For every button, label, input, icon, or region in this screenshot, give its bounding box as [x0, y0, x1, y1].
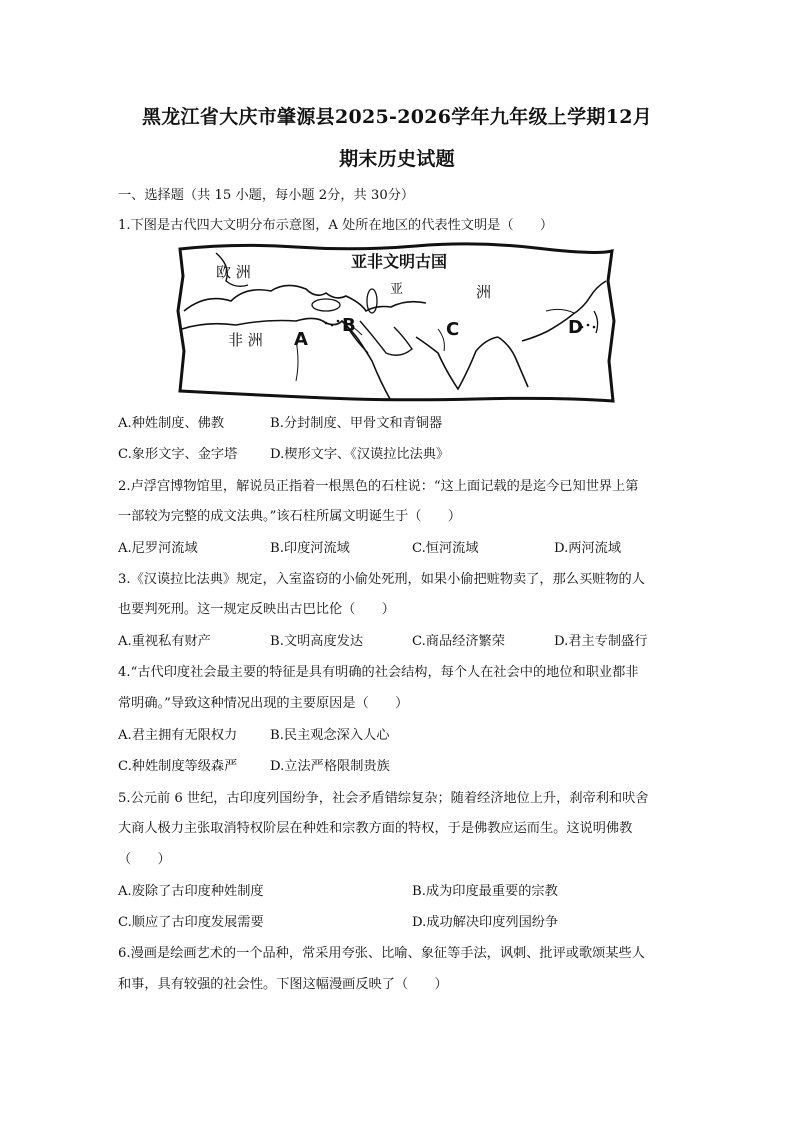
q5-option-b: B.成为印度最重要的宗教 [412, 884, 558, 899]
label-asia-2: 洲 [476, 283, 492, 301]
label-a: A [294, 329, 308, 350]
label-africa: 非 洲 [228, 331, 263, 349]
q2-option-a: A.尼罗河流域 [118, 541, 198, 556]
q1-option-a: A.种姓制度、佛教 [118, 416, 225, 431]
label-c: C [446, 319, 460, 340]
q1-option-b: B.分封制度、甲骨文和青铜器 [270, 416, 443, 431]
q6-stem-line2: 和事，具有较强的社会性。下图这幅漫画反映了（ ） [118, 977, 448, 992]
map-svg [176, 241, 616, 405]
q1-option-c: C.象形文字、金字塔 [118, 447, 238, 462]
q3-option-a: A.重视私有财产 [118, 634, 211, 649]
q5-option-d: D.成功解决印度列国纷争 [412, 915, 559, 930]
q3-stem-line2: 也要判死刑。这一规定反映出古巴比伦（ ） [118, 602, 395, 617]
q4-option-c: C.种姓制度等级森严 [118, 759, 238, 774]
q3-option-c: C.商品经济繁荣 [412, 634, 505, 649]
q3-option-b: B.文明高度发达 [270, 634, 364, 649]
q4-option-b: B.民主观念深入人心 [270, 728, 390, 743]
label-d: D [568, 317, 583, 338]
q1-stem: 1.下图是古代四大文明分布示意图，A 处所在地区的代表性文明是（ ） [118, 218, 554, 233]
label-b: B [342, 315, 356, 336]
q3-option-d: D.君主专制盛行 [554, 634, 648, 649]
ancient-civilizations-map [176, 241, 616, 405]
q5-stem-line3: （ ） [118, 852, 171, 867]
q3-stem-line1: 3.《汉谟拉比法典》规定，入室盗窃的小偷处死刑，如果小偷把赃物卖了，那么买赃物的人 [118, 572, 645, 587]
exam-title-line1: 黑龙江省大庆市肇源县2025-2026学年九年级上学期12月 [141, 106, 653, 128]
q4-stem-line2: 常明确。”导致这种情况出现的主要原因是（ ） [118, 696, 409, 711]
q6-stem-line1: 6.漫画是绘画艺术的一个品种，常采用夸张、比喻、象征等手法，讽刺、批评或歌颂某些人 [118, 946, 645, 961]
section-heading: 一、选择题（共 15 小题，每小题 2分，共 30分） [118, 188, 415, 203]
q2-stem-line1: 2.卢浮宫博物馆里，解说员正指着一根黑色的石柱说：“这上面记载的是迄今已知世界上第 [118, 479, 639, 494]
label-europe: 欧 洲 [216, 263, 251, 281]
q2-option-b: B.印度河流域 [270, 541, 350, 556]
q4-stem-line1: 4.“古代印度社会最主要的特征是具有明确的社会结构，每个人在社会中的地位和职业都非 [118, 665, 639, 680]
q5-stem-line1: 5.公元前 6 世纪，古印度列国纷争，社会矛盾错综复杂；随着经济地位上升，刹帝利和吠舍 [118, 791, 649, 806]
q5-stem-line2: 大商人极力主张取消特权阶层在种姓和宗教方面的特权，于是佛教应运而生。这说明佛教 [118, 821, 633, 836]
q2-option-d: D.两河流域 [554, 541, 622, 556]
q4-option-d: D.立法严格限制贵族 [270, 759, 390, 774]
q5-option-c: C.顺应了古印度发展需要 [118, 915, 264, 930]
q1-option-d: D.楔形文字、《汉谟拉比法典》 [270, 447, 450, 462]
q4-option-a: A.君主拥有无限权力 [118, 728, 238, 743]
q5-option-a: A.废除了古印度种姓制度 [118, 884, 264, 899]
exam-title-line2: 期末历史试题 [339, 148, 455, 170]
q2-stem-line2: 一部较为完整的成文法典。”该石柱所属文明诞生于（ ） [118, 509, 462, 524]
q2-option-c: C.恒河流域 [412, 541, 479, 556]
label-asia-1: 亚 [390, 282, 404, 297]
map-title: 亚非文明古国 [351, 252, 448, 271]
